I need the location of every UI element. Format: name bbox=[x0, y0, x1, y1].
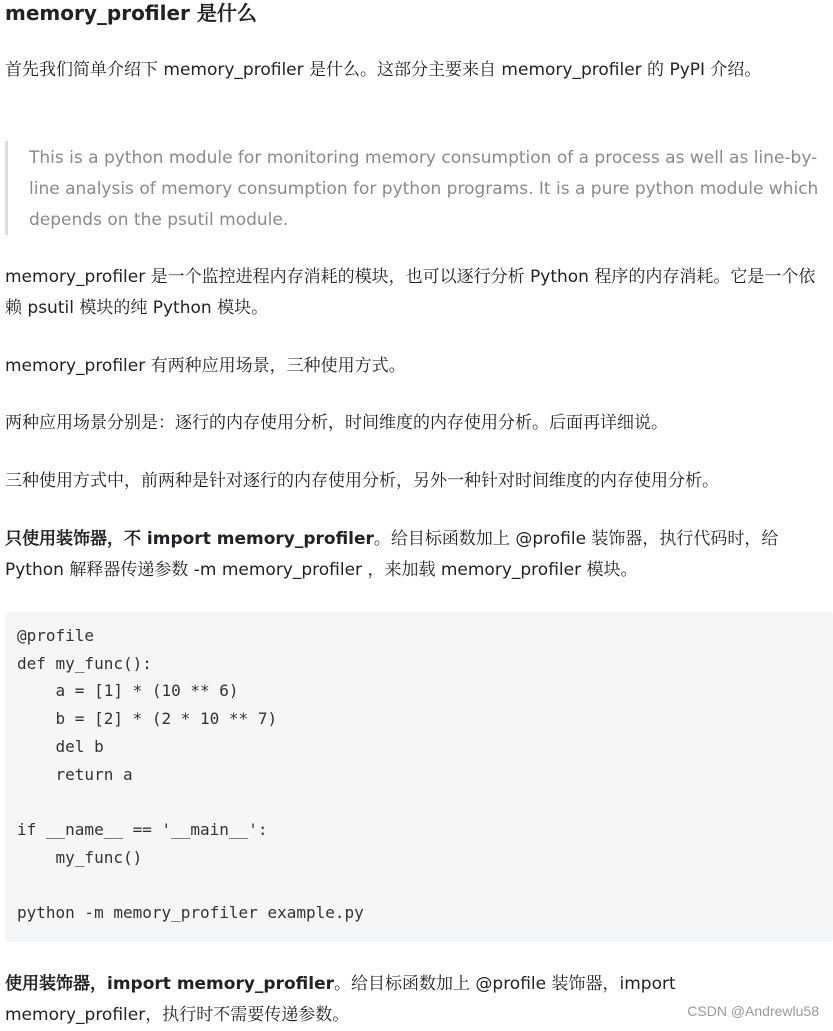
usage-modes-paragraph: 三种使用方式中，前两种是针对逐行的内存使用分析，另外一种针对时间维度的内存使用分析。 bbox=[5, 471, 719, 491]
code-line: def my_func(): bbox=[17, 653, 152, 673]
code-block bbox=[5, 612, 833, 942]
blockquote bbox=[5, 141, 827, 235]
code-line: b = [2] * (2 * 10 ** 7) bbox=[17, 709, 278, 729]
mode2-paragraph bbox=[5, 969, 827, 1031]
translation-paragraph: memory_profiler 是一个监控进程内存消耗的模块，也可以逐行分析 Python 程序的内存消耗。它是一个依赖 psutil 模块的纯 Python 模块。 bbox=[5, 267, 816, 318]
mode2-text: 。给目标函数加上 @profile 装饰器，import memory_profiler，执行时不需要传递参数。 bbox=[5, 974, 676, 1025]
scenes-paragraph: memory_profiler 有两种应用场景，三种使用方式。 bbox=[5, 356, 406, 376]
watermark: CSDN @Andrewlu58 bbox=[687, 1003, 819, 1019]
code-line: a = [1] * (10 ** 6) bbox=[17, 681, 239, 701]
code-line: my_func() bbox=[17, 847, 143, 867]
intro-paragraph: 首先我们简单介绍下 memory_profiler 是什么。这部分主要来自 memory_profiler 的 PyPI 介绍。 bbox=[5, 60, 762, 80]
mode1-text: 。给目标函数加上 @profile 装饰器，执行代码时，给 Python 解释器传递参数 -m memory_profiler ，来加载 memory_profiler 模块。 bbox=[5, 529, 779, 580]
code-line: del b bbox=[17, 736, 104, 756]
blockquote-text: This is a python module for monitoring memory consumption of a process as well as line-by-line analysis of memory consumption for python programs. It is a pure python module which depends on the psutil module. bbox=[29, 148, 819, 230]
mode2-bold-text: 使用装饰器，import memory_profiler bbox=[5, 974, 334, 994]
code-line: return a bbox=[17, 764, 133, 784]
code-line: if __name__ == '__main__': bbox=[17, 819, 268, 839]
code-line: @profile bbox=[17, 626, 95, 645]
mode1-paragraph bbox=[5, 524, 827, 586]
code-line: python -m memory_profiler example.py bbox=[17, 903, 364, 922]
mode1-bold-text: 只使用装饰器，不 import memory_profiler bbox=[5, 529, 374, 549]
section-heading: memory_profiler 是什么 bbox=[5, 1, 257, 25]
scene-details-paragraph: 两种应用场景分别是：逐行的内存使用分析，时间维度的内存使用分析。后面再详细说。 bbox=[5, 413, 668, 433]
